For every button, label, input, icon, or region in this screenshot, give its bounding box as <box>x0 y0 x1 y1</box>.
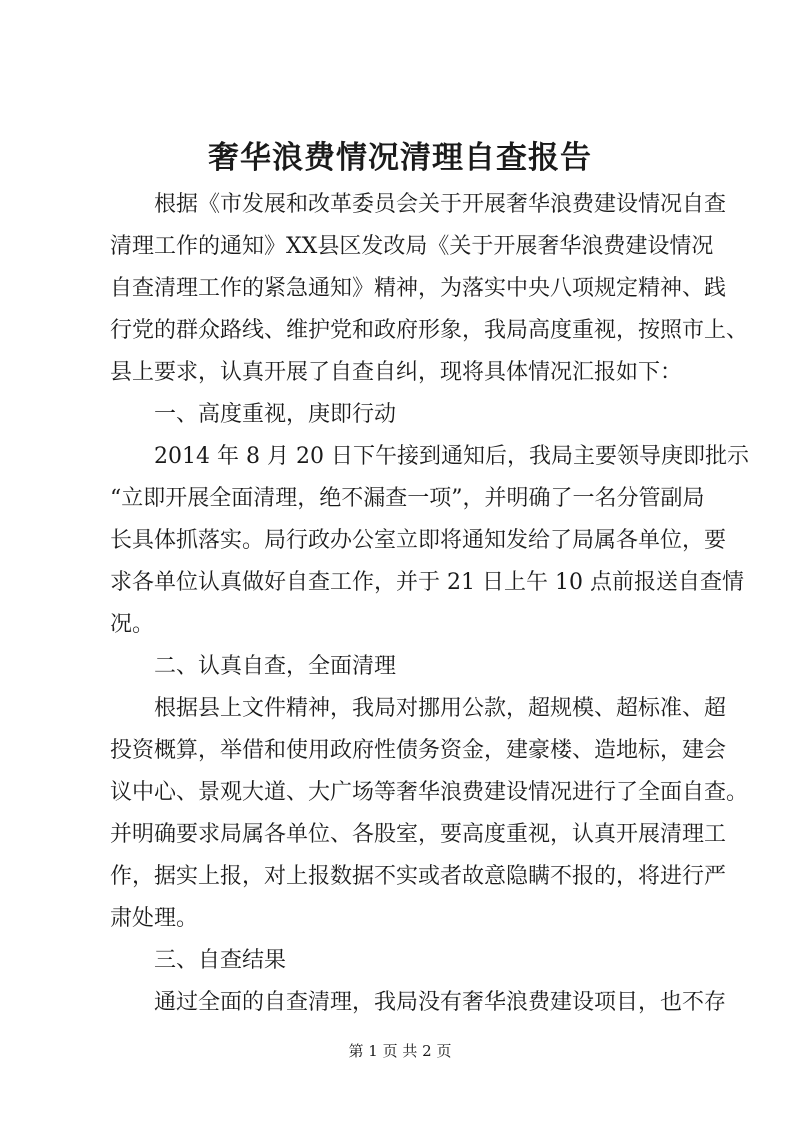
paragraph-line: 作，据实上报，对上报数据不实或者故意隐瞒不报的，将进行严 <box>110 864 727 889</box>
paragraph-line: 行党的群众路线、维护党和政府形象，我局高度重视，按照市上、 <box>110 318 749 343</box>
paragraph-line: 根据《市发展和改革委员会关于开展奢华浪费建设情况自查 <box>154 192 727 217</box>
paragraph-line: 投资概算，举借和使用政府性债务资金，建豪楼、造地标，建会 <box>110 738 727 763</box>
paragraph-line: 肃处理。 <box>110 906 199 931</box>
paragraph-line: 通过全面的自查清理，我局没有奢华浪费建设项目，也不存 <box>154 990 727 1015</box>
paragraph-line: 长具体抓落实。局行政办公室立即将通知发给了局属各单位，要 <box>110 528 727 553</box>
paragraph-line: 并明确要求局属各单位、各股室，要高度重视，认真开展清理工 <box>110 822 727 847</box>
paragraph-line: 况。 <box>110 612 155 637</box>
section-heading: 三、自查结果 <box>154 948 287 973</box>
paragraph-line: 自查清理工作的紧急通知》精神，为落实中央八项规定精神、践 <box>110 276 727 301</box>
page-footer: 第 1 页 共 2 页 <box>348 1042 452 1060</box>
document-title: 奢华浪费情况清理自查报告 <box>208 140 592 176</box>
document-body <box>110 184 749 1024</box>
paragraph-line: 县上要求，认真开展了自查自纠，现将具体情况汇报如下： <box>110 360 683 385</box>
paragraph-line: “立即开展全面清理，绝不漏查一项”，并明确了一名分管副局 <box>110 486 705 511</box>
paragraph-line: 根据县上文件精神，我局对挪用公款，超规模、超标准、超 <box>154 696 727 721</box>
paragraph-line: 求各单位认真做好自查工作，并于 21 日上午 10 点前报送自查情 <box>110 570 744 595</box>
paragraph-line: 清理工作的通知》XX县区发改局《关于开展奢华浪费建设情况 <box>110 234 714 259</box>
paragraph-line: 议中心、景观大道、大广场等奢华浪费建设情况进行了全面自查。 <box>110 780 749 805</box>
section-heading: 一、高度重视，庚即行动 <box>154 402 397 427</box>
section-heading: 二、认真自查，全面清理 <box>154 654 397 679</box>
paragraph-line: 2014 年 8 月 20 日下午接到通知后，我局主要领导庚即批示 <box>154 444 749 469</box>
